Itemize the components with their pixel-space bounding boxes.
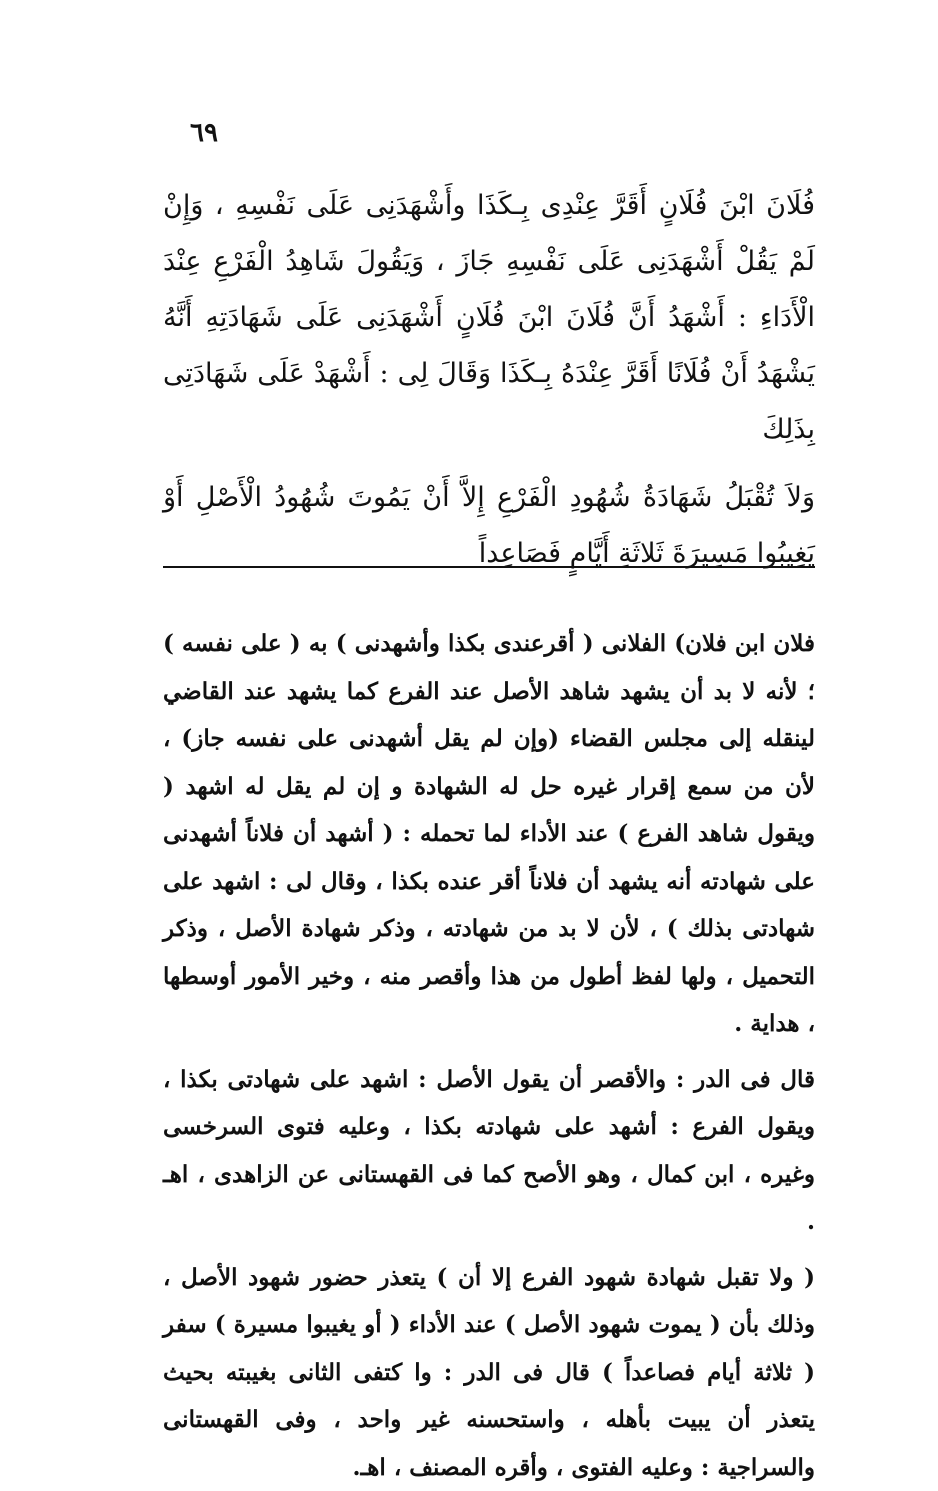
commentary-text	[163, 620, 815, 1491]
page-number: ٦٩	[190, 118, 250, 148]
main-text-paragraph: وَلاَ تُقْبَلُ شَهَادَةُ شُهُودِ الْفَرْعِ إِلاَّ أَنْ يَمُوتَ شُهُودُ الْأَصْلِ أَوْ يَغِيبُوا مَسِيرَةَ ثَلاثَةِ أَيَّامٍ فَصَاعِداً	[163, 470, 815, 582]
main-text	[163, 178, 815, 582]
section-divider	[163, 566, 815, 568]
commentary-paragraph: فلان ابن فلان) الفلانى ( أقرعندى بكذا وأشهدنى ) به ( على نفسه ) ؛ لأنه لا بد أن يشهد شاهد الأصل عند الفرع كما يشهد عند القاضي لينقله إلى مجلس القضاء (وإن لم يقل أشهدنى على نفسه جاز) ، لأن من سمع إقرار غيره حل له الشهادة و إن لم يقل له اشهد ( ويقول شاهد الفرع ) عند الأداء لما تحمله : ( أشهد أن فلاناً أشهدنى على شهادته أنه يشهد أن فلاناً أقر عنده بكذا ، وقال لى : اشهد على شهادتى بذلك ) ، لأن لا بد من شهادته ، وذكر شهادة الأصل ، وذكر التحميل ، ولها لفظ أطول من هذا وأقصر منه ، وخير الأمور أوسطها ، هداية .	[163, 620, 815, 1048]
main-text-paragraph: فُلَانَ ابْنَ فُلَانٍ أَقَرَّ عِنْدِى بِـكَذَا وأَشْهَدَنِى عَلَى نَفْسِهِ ، وَإِنْ لَمْ يَقُلْ أَشْهَدَنِى عَلَى نَفْسِهِ جَازَ ، وَيَقُولَ شَاهِدُ الْفَرْعِ عِنْدَ الْأَدَاءِ : أَشْهَدُ أَنَّ فُلَانَ ابْنَ فُلَانٍ أَشْهَدَنِى عَلَى شَهَادَتِهِ أَنَّهُ يَشْهَدُ أَنْ فُلَانًا أَقَرَّ عِنْدَهُ بِـكَذَا وَقَالَ لِى : أَشْهَدْ عَلَى شَهَادَتِى بِذَلِكَ	[163, 178, 815, 458]
commentary-paragraph: قال فى الدر : والأقصر أن يقول الأصل : اشهد على شهادتى بكذا ، ويقول الفرع : أشهد على شهادته بكذا ، وعليه فتوى السرخسى وغيره ، ابن كمال ، وهو الأصح كما فى القهستانى عن الزاهدى ، اهـ .	[163, 1056, 815, 1246]
commentary-paragraph: ( ولا تقبل شهادة شهود الفرع إلا أن ) يتعذر حضور شهود الأصل ، وذلك بأن ( يموت شهود الأصل ) عند الأداء ( أو يغيبوا مسيرة ) سفر ( ثلاثة أيام فصاعداً ) قال فى الدر : وا كتفى الثانى بغيبته بحيث يتعذر أن يبيت بأهله ، واستحسنه غير واحد ، وفى القهستانى والسراجية : وعليه الفتوى ، وأقره المصنف ، اهـ.	[163, 1254, 815, 1491]
